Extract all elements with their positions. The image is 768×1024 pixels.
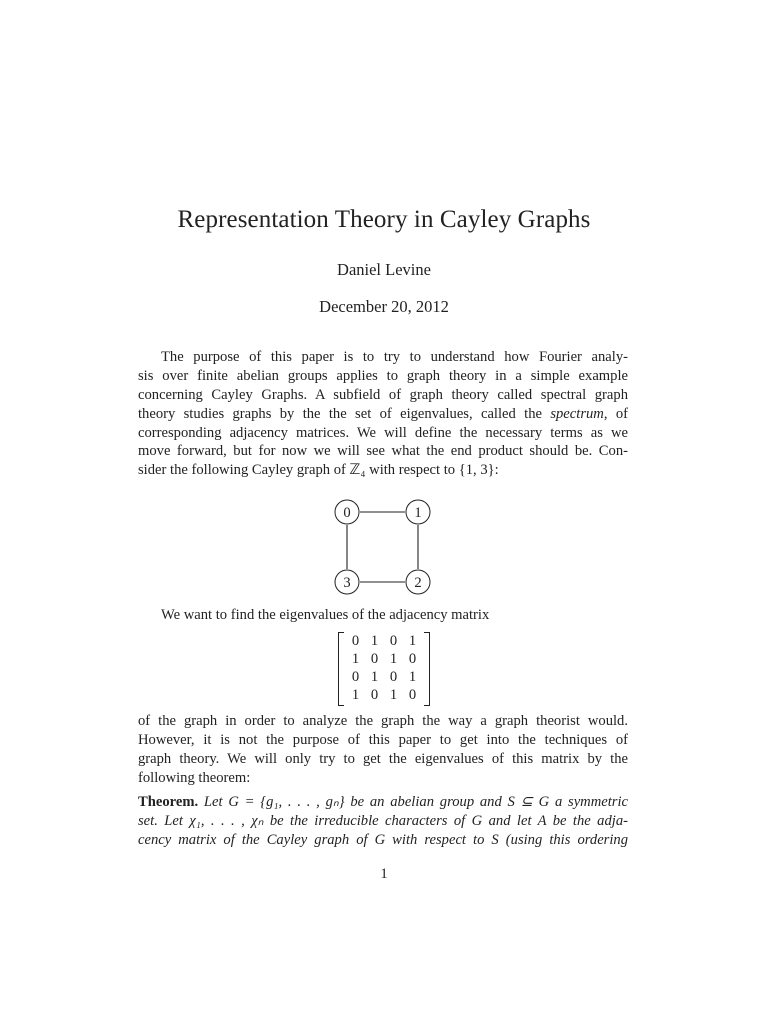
graph-node-label: 2	[414, 575, 422, 591]
matrix-cell: 1	[389, 687, 398, 703]
text-line: However, it is not the purpose of this paper to get into the techniques of	[138, 731, 628, 748]
paper-date: December 20, 2012	[319, 297, 449, 316]
graph-node-label: 1	[414, 505, 422, 521]
matrix-cell: 0	[408, 651, 417, 667]
text-line: sis over finite abelian groups applies to graph theory in a simple example	[138, 367, 628, 384]
graph-node-label: 3	[343, 575, 351, 591]
matrix-cell: 1	[370, 669, 379, 685]
text-line	[138, 793, 628, 812]
text-line: of the graph in order to analyze the graph the way a graph theorist would.	[138, 713, 628, 729]
matrix-cell: 1	[351, 687, 360, 703]
text-line: concerning Cayley Graphs. A subfield of graph theory called spectral graph	[138, 386, 628, 403]
text-line: We want to find the eigenvalues of the adjacency matrix	[161, 607, 490, 623]
matrix-cell: 0	[370, 687, 379, 703]
matrix-row	[346, 650, 422, 668]
text-segment: , of	[603, 405, 628, 422]
matrix-cell: 1	[408, 669, 417, 685]
intro-paragraph	[138, 348, 628, 480]
text-line: graph theory. We will only try to get the eigenvalues of this matrix by the	[138, 750, 628, 767]
theorem-label: Theorem.	[138, 794, 199, 810]
matrix-cell: 1	[389, 651, 398, 667]
theorem-statement	[138, 793, 628, 850]
text-segment: Let G = {g₁, . . . , gₙ} be an abelian group and S ⊆ G a symmetric	[198, 794, 628, 810]
matrix-cell: 0	[408, 687, 417, 703]
matrix-right-bracket	[424, 632, 430, 706]
matrix-table	[346, 632, 422, 704]
eigen-sentence	[161, 606, 631, 625]
text-line	[138, 405, 628, 424]
text-line: following theorem:	[138, 769, 251, 786]
text-segment: theory studies graphs by the the set of eigenvalues, called the	[138, 405, 551, 422]
text-line: set. Let χ₁, . . . , χₙ be the irreducible characters of G and let A be the adja-	[138, 812, 628, 829]
text-line: cency matrix of the Cayley graph of G with respect to S (using this ordering	[138, 831, 628, 848]
author-name: Daniel Levine	[337, 260, 431, 279]
matrix-cell: 0	[351, 669, 360, 685]
matrix-left-bracket	[338, 632, 344, 706]
matrix-row	[346, 686, 422, 704]
matrix-row	[346, 632, 422, 650]
matrix-cell: 0	[351, 633, 360, 649]
matrix-row	[346, 668, 422, 686]
text-line: The purpose of this paper is to try to understand how Fourier analy-	[161, 349, 628, 365]
matrix-cell: 0	[389, 669, 398, 685]
after-matrix-paragraph	[138, 712, 628, 788]
matrix-cell: 0	[370, 651, 379, 667]
graph-node-label: 0	[343, 505, 351, 521]
cayley-graph-figure	[328, 494, 438, 600]
matrix-cell: 1	[351, 651, 360, 667]
paper-title: Representation Theory in Cayley Graphs	[177, 206, 591, 233]
text-line: move forward, but for now we will see what the end product should be. Con-	[138, 443, 628, 460]
spectrum-term: spectrum	[550, 405, 604, 422]
matrix-cell: 1	[370, 633, 379, 649]
page-number: 1	[380, 866, 388, 882]
matrix-cell: 0	[389, 633, 398, 649]
text-line: sider the following Cayley graph of ℤ₄ with respect to {1, 3}:	[138, 462, 499, 479]
matrix-cell: 1	[408, 633, 417, 649]
text-line: corresponding adjacency matrices. We will define the necessary terms as we	[138, 424, 628, 441]
adjacency-matrix	[338, 630, 430, 706]
